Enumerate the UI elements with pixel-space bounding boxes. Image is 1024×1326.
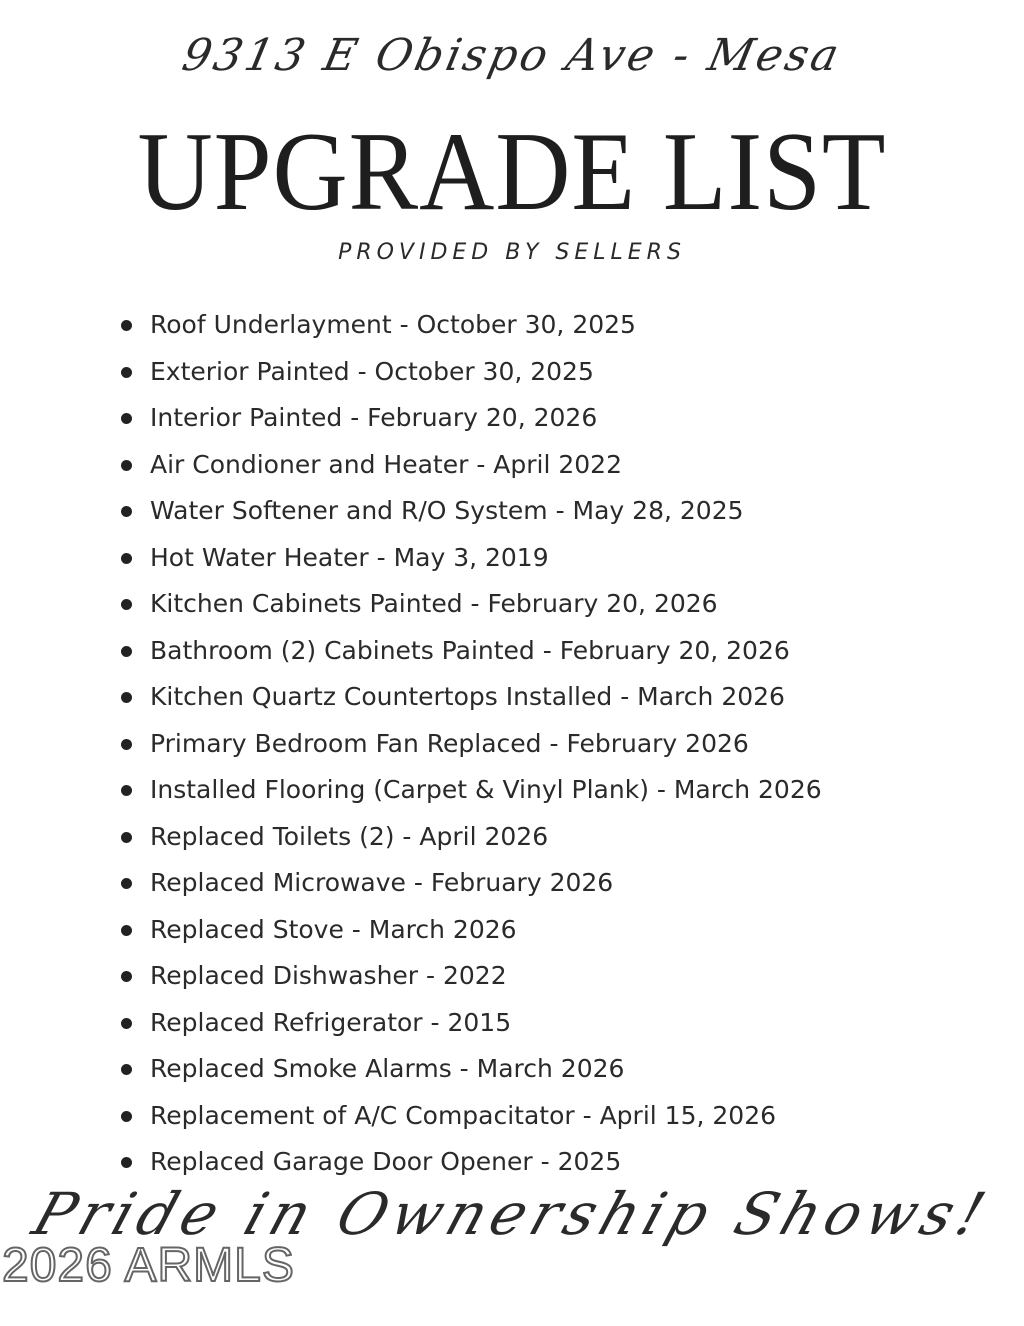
bullet-icon <box>121 1111 132 1122</box>
list-item <box>118 1046 822 1093</box>
list-item-text: Replaced Dishwasher - 2022 <box>150 961 507 990</box>
list-item <box>118 814 822 861</box>
list-item <box>118 907 822 954</box>
watermark: 2026 ARMLS <box>2 1239 295 1292</box>
list-item-text: Replaced Microwave - February 2026 <box>150 868 614 897</box>
bullet-icon <box>121 367 132 378</box>
list-item <box>118 442 822 489</box>
page-title: UPGRADE LIST <box>137 110 887 234</box>
list-item <box>118 767 822 814</box>
bullet-icon <box>121 971 132 982</box>
list-item-text: Exterior Painted - October 30, 2025 <box>150 356 594 386</box>
list-item-text: Installed Flooring (Carpet & Vinyl Plank) - March 2026 <box>150 775 822 804</box>
list-item <box>118 953 822 1000</box>
list-item-text: Kitchen Quartz Countertops Installed - March 2026 <box>150 682 785 711</box>
list-item <box>118 581 822 628</box>
list-item <box>118 535 822 582</box>
bullet-icon <box>121 925 132 936</box>
list-item <box>118 395 822 442</box>
bullet-icon <box>121 320 132 331</box>
list-item <box>118 674 822 721</box>
bullet-icon <box>121 832 132 843</box>
page-subtitle: PROVIDED BY SELLERS <box>338 240 686 265</box>
bullet-icon <box>121 739 132 750</box>
list-item <box>118 1000 822 1047</box>
list-item-text: Roof Underlayment - October 30, 2025 <box>150 310 636 339</box>
list-item-text: Primary Bedroom Fan Replaced - February 2026 <box>150 728 749 758</box>
list-item-text: Bathroom (2) Cabinets Painted - February 20, 2026 <box>150 635 790 665</box>
bullet-icon <box>121 1157 132 1168</box>
bullet-icon <box>121 1064 132 1075</box>
bullet-icon <box>121 413 132 424</box>
bullet-icon <box>121 460 132 471</box>
list-item <box>118 628 822 675</box>
address-heading: 9313 E Obispo Ave - Mesa <box>177 30 847 81</box>
upgrade-list <box>118 302 822 1186</box>
bullet-icon <box>121 692 132 703</box>
list-item-text: Replaced Garage Door Opener - 2025 <box>150 1147 622 1176</box>
bullet-icon <box>121 553 132 564</box>
bullet-icon <box>121 785 132 796</box>
list-item-text: Replaced Toilets (2) - April 2026 <box>150 821 549 851</box>
list-item-text: Kitchen Cabinets Painted - February 20, 2026 <box>150 589 718 618</box>
list-item <box>118 721 822 768</box>
list-item-text: Interior Painted - February 20, 2026 <box>150 403 598 432</box>
list-item-text: Hot Water Heater - May 3, 2019 <box>150 542 549 572</box>
list-item-text: Air Condioner and Heater - April 2022 <box>150 449 622 479</box>
bullet-icon <box>121 506 132 517</box>
bullet-icon <box>121 646 132 657</box>
list-item <box>118 1139 822 1186</box>
list-item-text: Replaced Refrigerator - 2015 <box>150 1007 512 1037</box>
list-item <box>118 349 822 396</box>
list-item <box>118 1093 822 1140</box>
list-item <box>118 860 822 907</box>
bullet-icon <box>121 878 132 889</box>
list-item-text: Water Softener and R/O System - May 28, 2025 <box>150 496 744 525</box>
list-item-text: Replaced Stove - March 2026 <box>150 914 517 944</box>
list-item-text: Replacement of A/C Compacitator - April 15, 2026 <box>150 1100 777 1130</box>
footer-tagline: Pride in Ownership Shows! <box>24 1180 1000 1248</box>
bullet-icon <box>121 1018 132 1029</box>
list-item-text: Replaced Smoke Alarms - March 2026 <box>150 1054 625 1083</box>
bullet-icon <box>121 599 132 610</box>
list-item <box>118 302 822 349</box>
list-item <box>118 488 822 535</box>
